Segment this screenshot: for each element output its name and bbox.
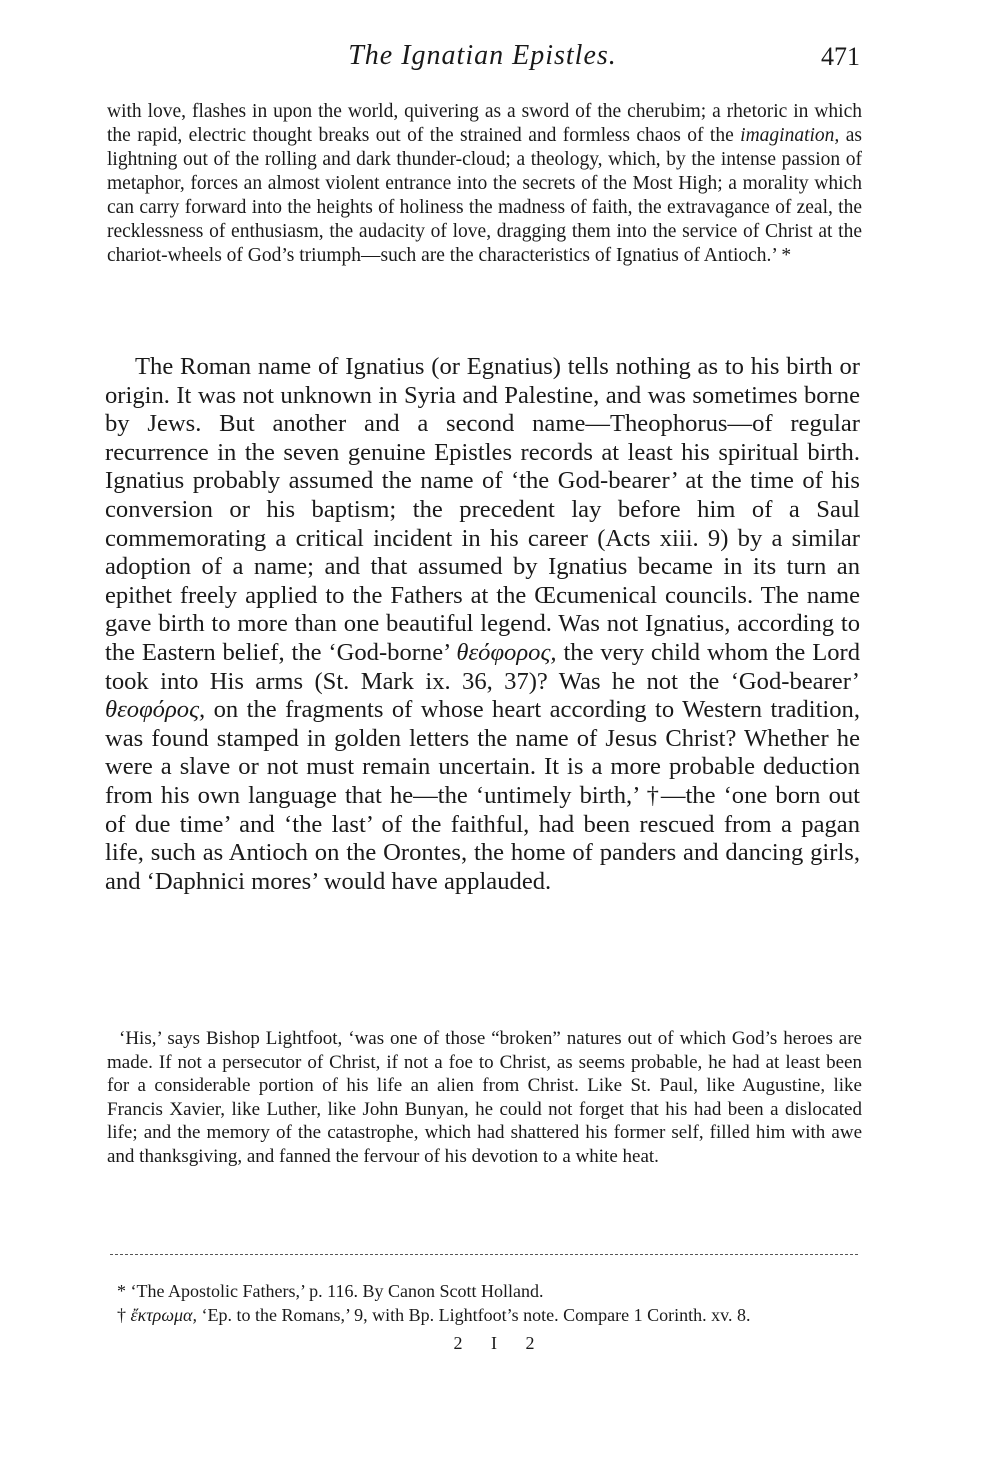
quote-block [107, 100, 862, 268]
footnote-2-greek: ἔκτρωμα, [130, 1305, 198, 1325]
running-head [105, 40, 860, 80]
footnote-1: * ‘The Apostolic Fathers,’ p. 116. By Canon Scott Holland. [117, 1281, 544, 1301]
lightfoot-quote: ‘His,’ says Bishop Lightfoot, ‘was one of those “broken” natures out of which God’s heroes are made. If not a persecutor of Christ, if not a foe to Christ, as seems probable, he had at least been for a considerable portion of his life an alien from Christ. Like St. Paul, like Augustine, like Francis Xavier, like Luther, like John Bunyan, he could not forget that his had been a dislocated life; and the memory of the catastrophe, which had shattered his former self, filled him with awe and thanksgiving, and fanned the fervour of his devotion to a white heat. [107, 1028, 862, 1167]
running-title: The Ignatian Epistles. [348, 40, 617, 71]
main-text-3: on the fragments of whose heart according to Western tradition, was found stamped in golden letters the name of Jesus Christ? Whether he were a slave or not must remain uncertain. It is a more probable deduction from his own language that he—the ‘untimely birth,’ †—the ‘one born out of due time’ and ‘the last’ of the faithful, had been rescued from a pagan life, such as Antioch on the Orontes, the home of panders and dancing girls, and ‘Daphnici mores’ would have applauded. [105, 696, 860, 895]
quote-italic-word: imagination, [740, 125, 840, 146]
main-text-1: The Roman name of Ignatius (or Egnatius) tells nothing as to his birth or origin. It was not unknown in Syria and Palestine, and was sometimes borne by Jews. But another and a second name—Theophorus—of regular recurrence in the seven genuine Epistles records at least his spiritual birth. Ignatius probably assumed the name of ‘the God-bearer’ at the time of his conversion or his baptism; the precedent lay before him of a Saul commemorating a critical incident in his career (Acts xiii. 9) by a similar adoption of a name; and that assumed by Ignatius became in its turn an epithet freely applied to the Fathers at the Œcumenical councils. The name gave birth to more than one beautiful legend. Was not Ignatius, according to the Eastern belief, the ‘God-borne’ [105, 353, 860, 666]
footnote-2-text: ‘Ep. to the Romans,’ 9, with Bp. Lightfoot’s note. Compare 1 Corinth. xv. 8. [197, 1305, 751, 1325]
main-text-2: the very child whom the Lord took into His arms (St. Mark ix. 36, 37)? Was he not the ‘God-bearer’ [105, 638, 860, 695]
signature-mark: 2 I 2 [453, 1333, 547, 1353]
quote-text-1: with love, flashes in upon the world, quivering as a sword of the cherubim; a rhetoric in which the rapid, electric thought breaks out of the strained and formless chaos of the [107, 101, 862, 146]
greek-word-theophoros-2: θεοφόρος, [105, 696, 206, 724]
quote-text-2: as lightning out of the rolling and dark thunder-cloud; a theology, which, by the intense passion of metaphor, forces an almost violent entrance into the secrets of the Most High; a morality which can carry forward into the heights of holiness the madness of faith, the extravagance of zeal, the recklessness of enthusiasm, the audacity of love, dragging them into the service of Christ at the chariot-wheels of God’s triumph—such are the characteristics of Ignatius of Antioch.’ * [107, 125, 862, 266]
page-number: 471 [821, 42, 860, 71]
footnote-2-mark: † [117, 1305, 131, 1325]
footnote-divider [110, 1254, 858, 1255]
main-paragraph [105, 353, 860, 896]
greek-word-theophoros-1: θεόφορος, [456, 638, 557, 666]
footnotes [107, 1279, 862, 1327]
footnote-2 [107, 1303, 862, 1327]
